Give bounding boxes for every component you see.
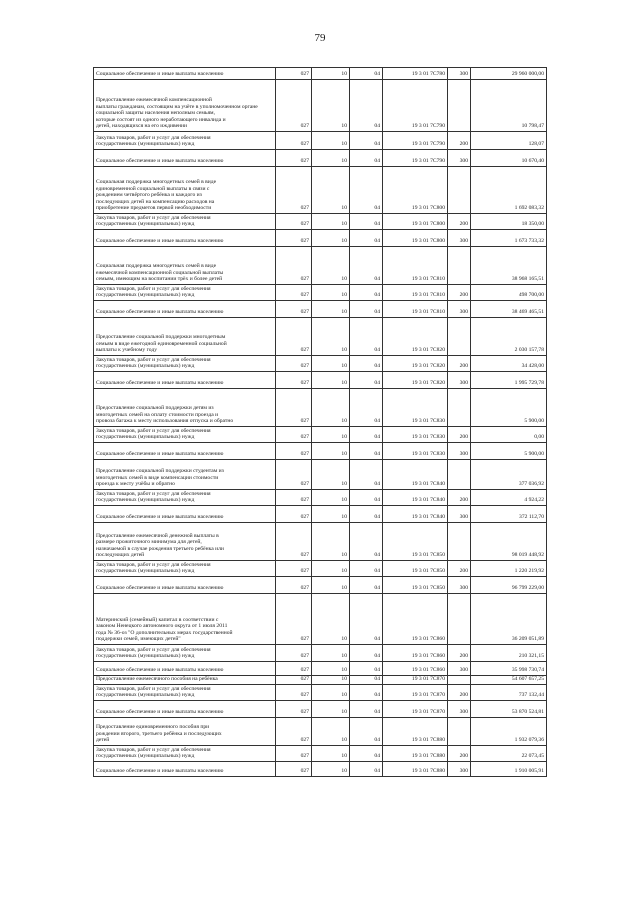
expense-name [94, 230, 276, 247]
ministry-code: 027 [276, 746, 312, 762]
table-row [94, 490, 547, 506]
expense-name-text: Социальная поддержка многодетных семей в виде ежемесячной компенсационной социальной выплаты семьям, имеющим на воспитании трёх и более детей [96, 263, 224, 283]
section-code: 10 [312, 718, 350, 746]
subsection-code: 04 [350, 214, 383, 230]
amount: 38 968 165,51 [471, 247, 547, 285]
amount: 1 220 219,92 [471, 561, 547, 577]
target-article-code: 19 3 01 7С830 [383, 443, 448, 460]
target-article-code: 19 3 01 7С830 [383, 427, 448, 443]
subsection-code: 04 [350, 80, 383, 132]
table-row [94, 523, 547, 561]
expense-type-code [448, 167, 471, 214]
section-code: 10 [312, 645, 350, 662]
expense-name-text: Предоставление ежемесячной компенсационной выплаты гражданам, состоящим на учёте в уполномоченном органе социальной защиты населения неполным семьям, которые состоят из одного неработающего инвалида и детей, находящихся на его иждивении [96, 97, 258, 130]
amount: 1 995 729,78 [471, 372, 547, 389]
section-code: 10 [312, 460, 350, 490]
table-row [94, 460, 547, 490]
expense-name [94, 214, 276, 230]
ministry-code: 027 [276, 389, 312, 427]
subsection-code: 04 [350, 247, 383, 285]
expense-name-text: Предоставление единовременного пособия при рождении второго, третьего ребёнка и последующих детей [96, 724, 222, 744]
ministry-code: 027 [276, 301, 312, 318]
expense-type-code: 200 [448, 490, 471, 506]
budget-table [93, 67, 547, 777]
expense-type-code: 300 [448, 68, 471, 80]
target-article-code: 19 3 01 7С790 [383, 80, 448, 132]
ministry-code: 027 [276, 318, 312, 356]
subsection-code: 04 [350, 132, 383, 150]
target-article-code: 19 3 01 7С880 [383, 746, 448, 762]
section-code: 10 [312, 80, 350, 132]
subsection-code: 04 [350, 389, 383, 427]
section-code: 10 [312, 285, 350, 301]
section-code: 10 [312, 247, 350, 285]
subsection-code: 04 [350, 460, 383, 490]
amount: 34 428,00 [471, 356, 547, 372]
expense-name-text: Социальное обеспечение и иные выплаты населению [96, 451, 224, 458]
expense-name [94, 460, 276, 490]
table-row [94, 594, 547, 645]
subsection-code: 04 [350, 167, 383, 214]
expense-name-text: Социальное обеспечение и иные выплаты населению [96, 309, 224, 316]
expense-name [94, 490, 276, 506]
expense-name-text: Закупка товаров, работ и услуг для обеспечения государственных (муниципальных) нужд [96, 285, 211, 299]
expense-name [94, 68, 276, 80]
expense-name-text: Социальное обеспечение и иные выплаты населению [96, 585, 224, 592]
amount: 36 209 051,89 [471, 594, 547, 645]
expense-name-text: Закупка товаров, работ и услуг для обеспечения государственных (муниципальных) нужд [96, 134, 211, 148]
ministry-code: 027 [276, 132, 312, 150]
ministry-code: 027 [276, 356, 312, 372]
ministry-code: 027 [276, 460, 312, 490]
ministry-code: 027 [276, 285, 312, 301]
ministry-code: 027 [276, 150, 312, 167]
ministry-code: 027 [276, 80, 312, 132]
expense-name-text: Закупка товаров, работ и услуг для обеспечения государственных (муниципальных) нужд [96, 685, 211, 699]
table-row [94, 443, 547, 460]
expense-type-code: 300 [448, 701, 471, 718]
expense-name-text: Закупка товаров, работ и услуг для обеспечения государственных (муниципальных) нужд [96, 646, 211, 660]
target-article-code: 19 3 01 7С860 [383, 594, 448, 645]
target-article-code: 19 3 01 7С820 [383, 356, 448, 372]
expense-name [94, 301, 276, 318]
expense-type-code [448, 594, 471, 645]
expense-name [94, 150, 276, 167]
expense-name [94, 662, 276, 676]
expense-name-text: Социальное обеспечение и иные выплаты населению [96, 158, 224, 165]
amount: 498 700,00 [471, 285, 547, 301]
target-article-code: 19 3 01 7С850 [383, 523, 448, 561]
table-row [94, 389, 547, 427]
table-row [94, 214, 547, 230]
section-code: 10 [312, 594, 350, 645]
expense-type-code: 200 [448, 132, 471, 150]
ministry-code: 027 [276, 701, 312, 718]
section-code: 10 [312, 676, 350, 685]
section-code: 10 [312, 762, 350, 777]
amount: 5 900,00 [471, 443, 547, 460]
expense-name [94, 443, 276, 460]
amount: 210 321,15 [471, 645, 547, 662]
section-code: 10 [312, 214, 350, 230]
table-row [94, 167, 547, 214]
section-code: 10 [312, 577, 350, 594]
section-code: 10 [312, 132, 350, 150]
section-code: 10 [312, 506, 350, 523]
amount: 53 870 524,81 [471, 701, 547, 718]
expense-name-text: Социальная поддержка многодетных семей в виде единовременной социальной выплаты в связи с рождением четвёртого ребёнка и каждого из последующих детей на компенсацию расходов на приобретение предметов первой необходимости [96, 179, 217, 212]
expense-type-code: 300 [448, 443, 471, 460]
amount: 96 799 229,00 [471, 577, 547, 594]
subsection-code: 04 [350, 68, 383, 80]
section-code: 10 [312, 746, 350, 762]
expense-name [94, 356, 276, 372]
target-article-code: 19 3 01 7С880 [383, 718, 448, 746]
amount: 38 469 465,51 [471, 301, 547, 318]
amount: 54 607 657,25 [471, 676, 547, 685]
subsection-code: 04 [350, 506, 383, 523]
expense-name [94, 561, 276, 577]
target-article-code: 19 3 01 7С850 [383, 577, 448, 594]
amount: 98 019 448,92 [471, 523, 547, 561]
expense-name [94, 389, 276, 427]
subsection-code: 04 [350, 372, 383, 389]
expense-type-code: 200 [448, 214, 471, 230]
ministry-code: 027 [276, 561, 312, 577]
expense-type-code [448, 247, 471, 285]
expense-name-text: Социальное обеспечение и иные выплаты населению [96, 514, 224, 521]
expense-type-code [448, 718, 471, 746]
expense-name [94, 594, 276, 645]
target-article-code: 19 3 01 7С790 [383, 132, 448, 150]
expense-name [94, 427, 276, 443]
ministry-code: 027 [276, 676, 312, 685]
expense-type-code: 200 [448, 427, 471, 443]
expense-name-text: Социальное обеспечение и иные выплаты населению [96, 667, 224, 674]
expense-name [94, 762, 276, 777]
target-article-code: 19 3 01 7С880 [383, 762, 448, 777]
amount: 1 910 005,91 [471, 762, 547, 777]
amount: 377 036,92 [471, 460, 547, 490]
section-code: 10 [312, 685, 350, 701]
amount: 35 998 730,74 [471, 662, 547, 676]
target-article-code: 19 3 01 7С790 [383, 150, 448, 167]
table-row [94, 762, 547, 777]
section-code: 10 [312, 230, 350, 247]
expense-name-text: Закупка товаров, работ и услуг для обеспечения государственных (муниципальных) нужд [96, 490, 211, 504]
expense-type-code: 300 [448, 150, 471, 167]
subsection-code: 04 [350, 285, 383, 301]
subsection-code: 04 [350, 318, 383, 356]
expense-name [94, 506, 276, 523]
amount: 22 073,45 [471, 746, 547, 762]
target-article-code: 19 3 01 7С870 [383, 676, 448, 685]
expense-name-text: Социальное обеспечение и иные выплаты населению [96, 71, 224, 78]
ministry-code: 027 [276, 662, 312, 676]
expense-name [94, 523, 276, 561]
expense-name [94, 247, 276, 285]
table-row [94, 718, 547, 746]
section-code: 10 [312, 701, 350, 718]
table-row [94, 150, 547, 167]
table-row [94, 318, 547, 356]
expense-type-code: 200 [448, 685, 471, 701]
subsection-code: 04 [350, 230, 383, 247]
target-article-code: 19 3 01 7С840 [383, 506, 448, 523]
target-article-code: 19 3 01 7С810 [383, 247, 448, 285]
ministry-code: 027 [276, 372, 312, 389]
expense-name-text: Закупка товаров, работ и услуг для обеспечения государственных (муниципальных) нужд [96, 356, 211, 370]
expense-name [94, 645, 276, 662]
section-code: 10 [312, 561, 350, 577]
subsection-code: 04 [350, 662, 383, 676]
table-row [94, 132, 547, 150]
expense-name-text: Предоставление ежемесячного пособия на ребёнка [96, 676, 218, 683]
table-row [94, 372, 547, 389]
ministry-code: 027 [276, 685, 312, 701]
subsection-code: 04 [350, 577, 383, 594]
table-row [94, 427, 547, 443]
expense-type-code: 300 [448, 301, 471, 318]
table-row [94, 685, 547, 701]
expense-name [94, 167, 276, 214]
expense-type-code: 300 [448, 506, 471, 523]
expense-name [94, 676, 276, 685]
subsection-code: 04 [350, 561, 383, 577]
section-code: 10 [312, 356, 350, 372]
table-row [94, 561, 547, 577]
table-row [94, 301, 547, 318]
target-article-code: 19 3 01 7С870 [383, 701, 448, 718]
table-row [94, 676, 547, 685]
ministry-code: 027 [276, 443, 312, 460]
ministry-code: 027 [276, 214, 312, 230]
table-row [94, 285, 547, 301]
expense-name [94, 685, 276, 701]
section-code: 10 [312, 68, 350, 80]
target-article-code: 19 3 01 7С820 [383, 318, 448, 356]
page-number: 79 [314, 32, 326, 44]
subsection-code: 04 [350, 356, 383, 372]
ministry-code: 027 [276, 645, 312, 662]
ministry-code: 027 [276, 230, 312, 247]
expense-type-code: 200 [448, 561, 471, 577]
ministry-code: 027 [276, 427, 312, 443]
expense-name [94, 132, 276, 150]
expense-type-code: 300 [448, 662, 471, 676]
target-article-code: 19 3 01 7С860 [383, 645, 448, 662]
expense-name-text: Социальное обеспечение и иные выплаты населению [96, 380, 224, 387]
ministry-code: 027 [276, 523, 312, 561]
expense-type-code [448, 460, 471, 490]
target-article-code: 19 3 01 7С800 [383, 230, 448, 247]
expense-name-text: Закупка товаров, работ и услуг для обеспечения государственных (муниципальных) нужд [96, 561, 211, 575]
target-article-code: 19 3 01 7С840 [383, 460, 448, 490]
section-code: 10 [312, 662, 350, 676]
subsection-code: 04 [350, 443, 383, 460]
target-article-code: 19 3 01 7С810 [383, 301, 448, 318]
table-row [94, 645, 547, 662]
expense-name-text: Социальное обеспечение и иные выплаты населению [96, 709, 224, 716]
section-code: 10 [312, 523, 350, 561]
expense-name-text: Социальное обеспечение и иные выплаты населению [96, 238, 224, 245]
amount: 5 900,00 [471, 389, 547, 427]
ministry-code: 027 [276, 506, 312, 523]
expense-name [94, 318, 276, 356]
subsection-code: 04 [350, 490, 383, 506]
expense-name-text: Предоставление ежемесячной денежной выплаты в размере прожиточного минимума для детей, назначаемой в случае рождения третьего ребёнка или последующих детей [96, 532, 224, 559]
expense-name [94, 718, 276, 746]
target-article-code: 19 3 01 7С850 [383, 561, 448, 577]
subsection-code: 04 [350, 718, 383, 746]
expense-name [94, 746, 276, 762]
section-code: 10 [312, 301, 350, 318]
target-article-code: 19 3 01 7С810 [383, 285, 448, 301]
subsection-code: 04 [350, 645, 383, 662]
target-article-code: 19 3 01 7С870 [383, 685, 448, 701]
table-row [94, 356, 547, 372]
subsection-code: 04 [350, 762, 383, 777]
subsection-code: 04 [350, 427, 383, 443]
section-code: 10 [312, 372, 350, 389]
amount: 737 132,44 [471, 685, 547, 701]
target-article-code: 19 3 01 7С820 [383, 372, 448, 389]
table-row [94, 230, 547, 247]
expense-name [94, 285, 276, 301]
section-code: 10 [312, 490, 350, 506]
expense-type-code: 200 [448, 645, 471, 662]
expense-type-code: 300 [448, 372, 471, 389]
expense-name-text: Закупка товаров, работ и услуг для обеспечения государственных (муниципальных) нужд [96, 746, 211, 760]
section-code: 10 [312, 389, 350, 427]
ministry-code: 027 [276, 490, 312, 506]
ministry-code: 027 [276, 167, 312, 214]
table-row [94, 247, 547, 285]
amount: 372 112,70 [471, 506, 547, 523]
table-row [94, 662, 547, 676]
amount: 18 350,00 [471, 214, 547, 230]
target-article-code: 19 3 01 7С800 [383, 167, 448, 214]
target-article-code: 19 3 01 7С800 [383, 214, 448, 230]
ministry-code: 027 [276, 762, 312, 777]
expense-name-text: Материнский (семейный) капитал в соответствии с законом Ненецкого автономного округа от 1 июля 2011 года № 36-оз "О дополнительных мерах государственной поддержки семей, имеющих детей" [96, 616, 233, 643]
expense-name [94, 372, 276, 389]
section-code: 10 [312, 427, 350, 443]
table-row [94, 68, 547, 80]
expense-name [94, 577, 276, 594]
expense-type-code: 300 [448, 577, 471, 594]
amount: 1 673 733,32 [471, 230, 547, 247]
subsection-code: 04 [350, 523, 383, 561]
expense-type-code [448, 80, 471, 132]
subsection-code: 04 [350, 746, 383, 762]
target-article-code: 19 3 01 7С860 [383, 662, 448, 676]
subsection-code: 04 [350, 594, 383, 645]
amount: 4 924,22 [471, 490, 547, 506]
expense-name-text: Социальное обеспечение и иные выплаты населению [96, 768, 224, 775]
ministry-code: 027 [276, 247, 312, 285]
amount: 1 692 083,32 [471, 167, 547, 214]
expense-type-code [448, 676, 471, 685]
table-row [94, 746, 547, 762]
ministry-code: 027 [276, 594, 312, 645]
subsection-code: 04 [350, 685, 383, 701]
expense-type-code [448, 523, 471, 561]
amount: 1 932 079,36 [471, 718, 547, 746]
expense-type-code [448, 389, 471, 427]
amount: 29 960 000,00 [471, 68, 547, 80]
section-code: 10 [312, 443, 350, 460]
expense-name-text: Закупка товаров, работ и услуг для обеспечения государственных (муниципальных) нужд [96, 427, 211, 441]
table-row [94, 506, 547, 523]
expense-type-code: 200 [448, 356, 471, 372]
section-code: 10 [312, 318, 350, 356]
section-code: 10 [312, 150, 350, 167]
table-row [94, 701, 547, 718]
subsection-code: 04 [350, 301, 383, 318]
expense-name [94, 701, 276, 718]
target-article-code: 19 3 01 7С830 [383, 389, 448, 427]
ministry-code: 027 [276, 718, 312, 746]
expense-type-code: 300 [448, 762, 471, 777]
ministry-code: 027 [276, 68, 312, 80]
subsection-code: 04 [350, 701, 383, 718]
expense-name [94, 80, 276, 132]
amount: 0,00 [471, 427, 547, 443]
amount: 2 030 157,78 [471, 318, 547, 356]
table-row [94, 577, 547, 594]
expense-type-code: 200 [448, 746, 471, 762]
subsection-code: 04 [350, 676, 383, 685]
amount: 10 798,47 [471, 80, 547, 132]
expense-type-code [448, 318, 471, 356]
expense-name-text: Закупка товаров, работ и услуг для обеспечения государственных (муниципальных) нужд [96, 214, 211, 228]
table-row [94, 80, 547, 132]
subsection-code: 04 [350, 150, 383, 167]
expense-name-text: Предоставление социальной поддержки студентам из многодетных семей в виде компенсации стоимости проезда к месту учёбы и обратно [96, 468, 224, 488]
expense-name-text: Предоставление социальной поддержки многодетным семьям в виде ежегодной единовременной социальной выплаты к учебному году [96, 334, 227, 354]
amount: 10 670,40 [471, 150, 547, 167]
target-article-code: 19 3 01 7С840 [383, 490, 448, 506]
expense-name-text: Предоставление социальной поддержки детям из многодетных семей на оплату стоимости проезда и провоза багажа к месту использования отпуска и обратно [96, 405, 234, 425]
ministry-code: 027 [276, 577, 312, 594]
target-article-code: 19 3 01 7С780 [383, 68, 448, 80]
amount: 128,07 [471, 132, 547, 150]
expense-type-code: 200 [448, 285, 471, 301]
section-code: 10 [312, 167, 350, 214]
expense-type-code: 300 [448, 230, 471, 247]
